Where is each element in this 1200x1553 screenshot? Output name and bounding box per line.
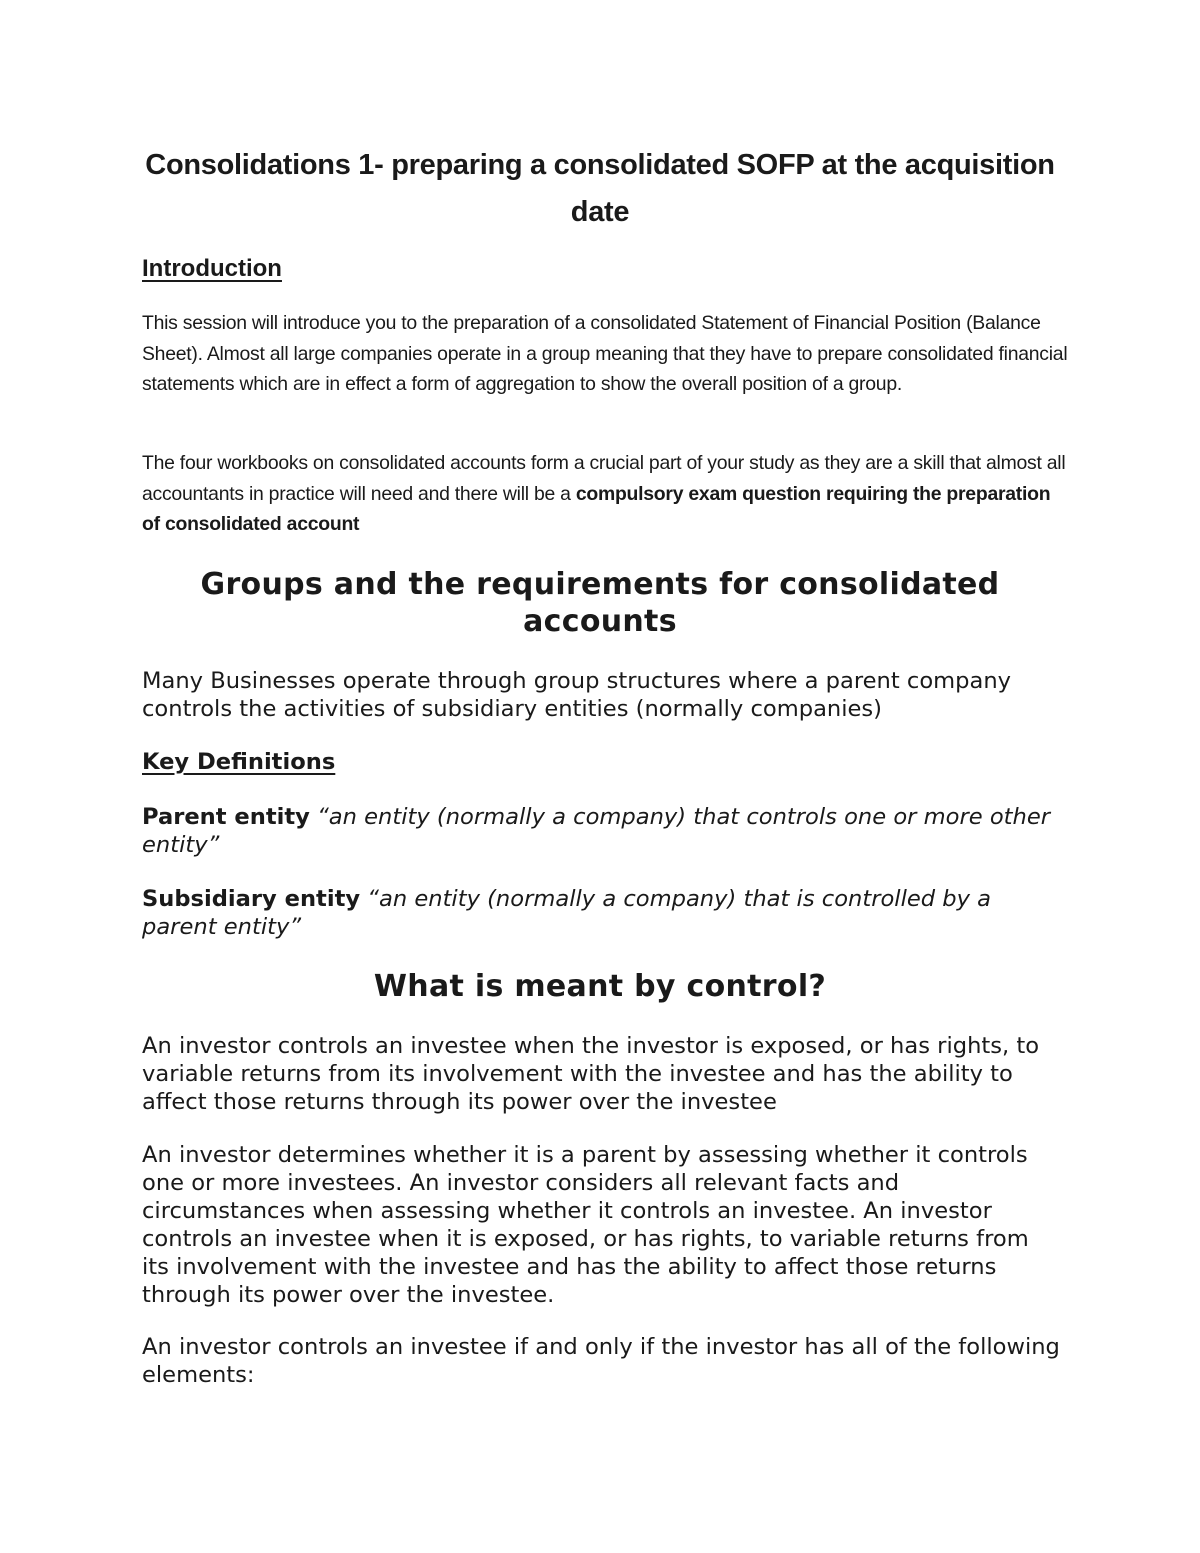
key-definitions-heading: Key Definitions bbox=[142, 749, 336, 775]
groups-section-heading: Groups and the requirements for consolidated accounts bbox=[200, 567, 1000, 639]
control-paragraph-3: An investor controls an investee if and only if the investor has all of the following elements: bbox=[142, 1334, 1060, 1388]
definition-parent-entity bbox=[142, 803, 1062, 859]
control-section-heading: What is meant by control? bbox=[373, 969, 827, 1004]
control-paragraph-2: An investor determines whether it is a parent by assessing whether it controls one or more investees. An investor considers all relevant facts and circumstances when assessing whether it controls an investee. An investor controls an investee when it is exposed, or has rights, to variable returns from its involvement with the investee and has the ability to affect those returns through its power over the investee. bbox=[142, 1142, 1029, 1308]
definition-text: “an entity (normally a company) that is controlled by a parent entity” bbox=[142, 886, 992, 940]
exam-text: The four workbooks on consolidated accounts form a crucial part of your study as they are a skill that almost all accountants in practice will need and there will be a bbox=[142, 452, 1066, 505]
definition-text: “an entity (normally a company) that controls one or more other entity” bbox=[142, 804, 1051, 858]
introduction-paragraph: This session will introduce you to the preparation of a consolidated Statement of Financial Position (Balance Sheet). Almost all large companies operate in a group meaning that they have to prepare consolidated financial statements which are in effect a form of aggregation to show the overall position of a group. bbox=[142, 312, 1068, 395]
document-title: Consolidations 1- preparing a consolidated SOFP at the acquisition date bbox=[145, 149, 1055, 228]
control-paragraph-1: An investor controls an investee when the investor is exposed, or has rights, to variable returns from its involvement with the investee and has the ability to affect those returns through its power over the investee bbox=[142, 1033, 1040, 1115]
definition-term: Parent entity bbox=[142, 804, 310, 830]
exam-text-emphasis: compulsory exam question requiring the preparation of consolidated account bbox=[142, 482, 1051, 535]
introduction-heading: Introduction bbox=[142, 255, 282, 282]
introduction-paragraph-exam bbox=[142, 448, 1072, 540]
definition-term: Subsidiary entity bbox=[142, 886, 361, 912]
groups-paragraph: Many Businesses operate through group structures where a parent company controls the activities of subsidiary entities (normally companies) bbox=[142, 668, 1012, 722]
definition-subsidiary-entity bbox=[142, 885, 1062, 941]
